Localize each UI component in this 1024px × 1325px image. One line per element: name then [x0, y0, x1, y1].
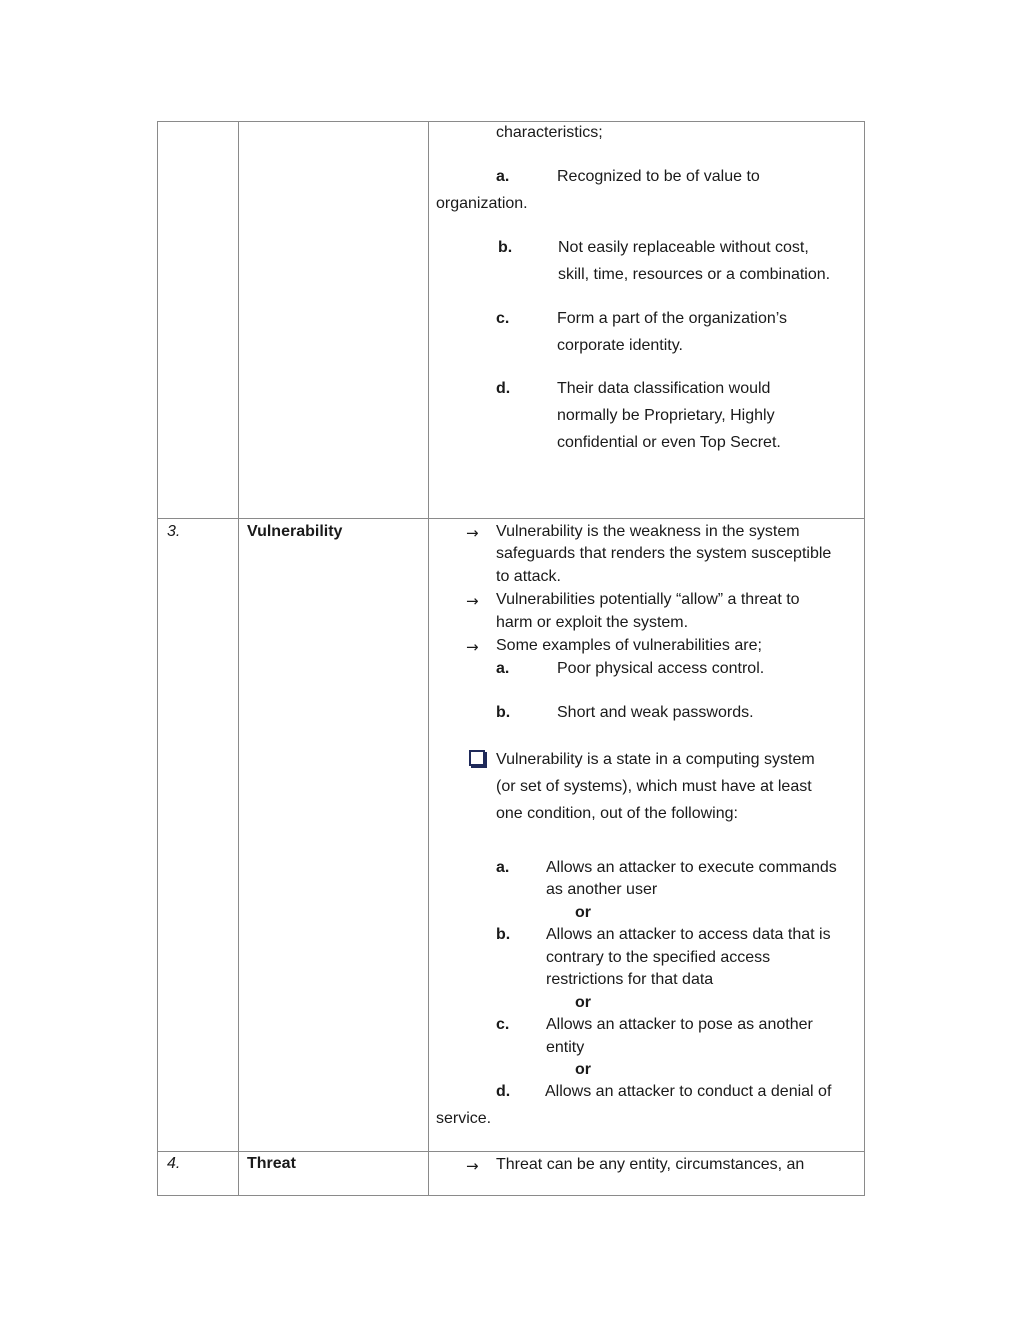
- term-label: Vulnerability: [247, 523, 343, 540]
- text-line: characteristics;: [496, 124, 603, 141]
- list-text: Allows an attacker to execute commands: [546, 859, 837, 876]
- list-label: b.: [496, 704, 511, 721]
- or-connector: or: [575, 904, 591, 921]
- list-text: Their data classification would: [557, 380, 771, 397]
- list-label: a.: [496, 660, 510, 677]
- text-line: to attack.: [496, 568, 561, 585]
- list-text: Short and weak passwords.: [557, 704, 754, 721]
- table-row-threat: [157, 1151, 865, 1196]
- term-cell: [238, 519, 429, 1151]
- table-row-asset-continued: [157, 121, 865, 519]
- list-text: service.: [436, 1110, 492, 1127]
- term-label: Threat: [247, 1155, 296, 1172]
- list-text: entity: [546, 1039, 585, 1056]
- list-label: b.: [496, 926, 511, 943]
- text-line: Vulnerabilities potentially “allow” a threat to: [496, 591, 800, 608]
- text-line: one condition, out of the following:: [496, 805, 738, 822]
- list-text: Poor physical access control.: [557, 660, 765, 677]
- term-cell: [238, 122, 429, 519]
- list-text: Recognized to be of value to: [557, 168, 760, 185]
- text-line: safeguards that renders the system susceptible: [496, 545, 832, 562]
- list-text: Allows an attacker to pose as another: [546, 1016, 813, 1033]
- list-text: organization.: [436, 195, 528, 212]
- list-text: confidential or even Top Secret.: [557, 434, 781, 451]
- number-cell: [158, 519, 239, 1151]
- text-line: Threat can be any entity, circumstances, an: [496, 1156, 805, 1173]
- row-number: 4.: [167, 1155, 181, 1172]
- text-line: harm or exploit the system.: [496, 614, 689, 631]
- checkbox-square-icon: [469, 750, 485, 766]
- list-text: Not easily replaceable without cost,: [558, 239, 809, 256]
- list-text: corporate identity.: [557, 337, 683, 354]
- arrow-bullet-icon: →: [466, 592, 479, 610]
- arrow-bullet-icon: →: [466, 1157, 479, 1175]
- row-number: 3.: [167, 523, 181, 540]
- number-cell: [158, 122, 239, 519]
- list-text: contrary to the specified access: [546, 949, 771, 966]
- list-label: c.: [496, 1016, 510, 1033]
- arrow-bullet-icon: →: [466, 524, 479, 542]
- text-line: (or set of systems), which must have at least: [496, 778, 812, 795]
- text-line: Vulnerability is the weakness in the system: [496, 523, 800, 540]
- text-line: Some examples of vulnerabilities are;: [496, 637, 762, 654]
- list-label: b.: [498, 239, 513, 256]
- list-text: restrictions for that data: [546, 971, 714, 988]
- list-text: normally be Proprietary, Highly: [557, 407, 775, 424]
- text-line: Vulnerability is a state in a computing system: [496, 751, 815, 768]
- number-cell: [158, 1152, 239, 1195]
- list-label: c.: [496, 310, 510, 327]
- list-label: d.: [496, 380, 511, 397]
- description-cell: [428, 1152, 864, 1195]
- list-text: Allows an attacker to access data that is: [546, 926, 831, 943]
- list-text: Allows an attacker to conduct a denial of: [545, 1083, 832, 1100]
- description-cell: [428, 122, 864, 519]
- table-row-vulnerability: [157, 518, 865, 1151]
- list-label: d.: [496, 1083, 511, 1100]
- or-connector: or: [575, 994, 591, 1011]
- description-cell: [428, 519, 864, 1151]
- list-text: as another user: [546, 881, 658, 898]
- term-cell: [238, 1152, 429, 1195]
- arrow-bullet-icon: →: [466, 638, 479, 656]
- list-text: skill, time, resources or a combination.: [558, 266, 831, 283]
- list-text: Form a part of the organization’s: [557, 310, 788, 327]
- list-label: a.: [496, 859, 510, 876]
- list-label: a.: [496, 168, 510, 185]
- or-connector: or: [575, 1061, 591, 1078]
